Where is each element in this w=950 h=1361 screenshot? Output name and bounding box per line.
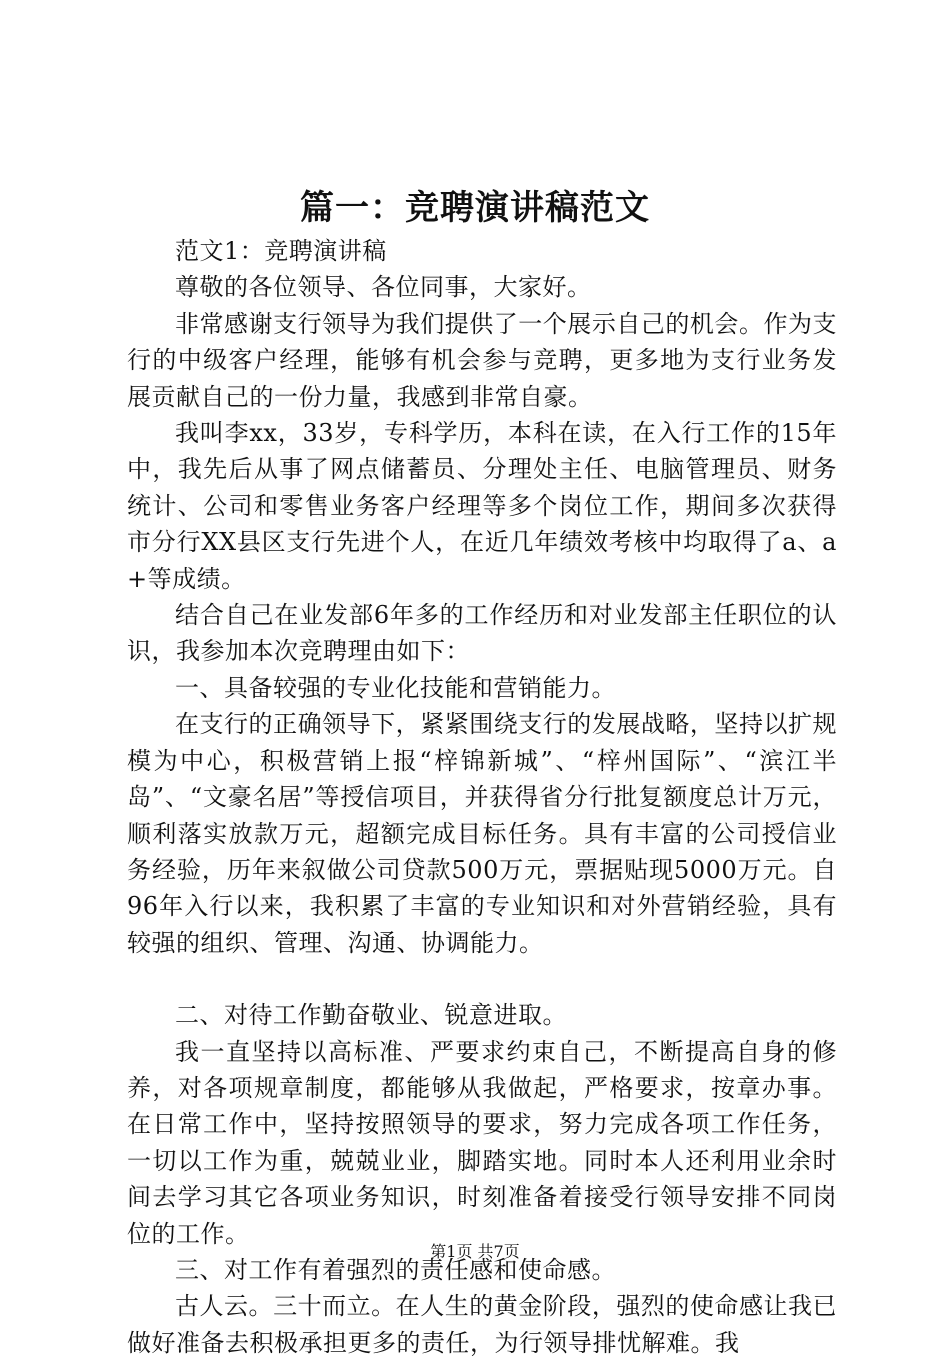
document-title: 篇一：竞聘演讲稿范文 [300, 188, 650, 228]
section-heading-3: 三、对工作有着强烈的责任感和使命感。 [175, 1255, 616, 1284]
paragraph-reasons-intro: 结合自己在业发部6年多的工作经历和对业发部主任职位的认识，我参加本次竞聘理由如下： [127, 601, 837, 666]
paragraph-section-3: 古人云。三十而立。在人生的黄金阶段，强烈的使命感让我已做好准备去积极承担更多的责任，为行领导排忧解难。我 [127, 1292, 837, 1357]
section-heading-2: 二、对待工作勤奋敬业、锐意进取。 [175, 1001, 567, 1030]
section-heading-1: 一、具备较强的专业化技能和营销能力。 [175, 673, 616, 702]
paragraph-thanks: 非常感谢支行领导为我们提供了一个展示自己的机会。作为支行的中级客户经理，能够有机会参与竞聘，更多地为支行业务发展贡献自己的一份力量，我感到非常自豪。 [127, 309, 837, 411]
paragraph-section-1: 在支行的正确领导下，紧紧围绕支行的发展战略，坚持以扩规模为中心，积极营销上报“梓锦新城”、“梓州国际”、“滨江半岛”、“文豪名居”等授信项目，并获得省分行批复额度总计万元，顺利落实放款万元，超额完成目标任务。具有丰富的公司授信业务经验，历年来叙做公司贷款500万元，票据贴现5000万元。自96年入行以来，我积累了丰富的专业知识和对外营销经验，具有较强的组织、管理、沟通、协调能力。 [127, 710, 837, 957]
page-footer: 第1页 共7页 [430, 1242, 520, 1261]
paragraph-greeting: 尊敬的各位领导、各位同事，大家好。 [175, 273, 592, 302]
paragraph-section-2: 我一直坚持以高标准、严要求约束自己，不断提高自身的修养，对各项规章制度，都能够从我做起，严格要求，按章办事。在日常工作中，坚持按照领导的要求，努力完成各项工作任务，一切以工作为重，兢兢业业，脚踏实地。同时本人还利用业余时间去学习其它各项业务知识，时刻准备着接受行领导安排不同岗位的工作。 [127, 1037, 837, 1248]
document-body [127, 233, 837, 1361]
paragraph-self-intro: 我叫李xx，33岁，专科学历，本科在读，在入行工作的15年中，我先后从事了网点储蓄员、分理处主任、电脑管理员、财务统计、公司和零售业务客户经理等多个岗位工作，期间多次获得市分行XX县区支行先进个人，在近几年绩效考核中均取得了a、a+等成绩。 [127, 419, 837, 593]
paragraph-subtitle: 范文1：竞聘演讲稿 [175, 237, 387, 265]
